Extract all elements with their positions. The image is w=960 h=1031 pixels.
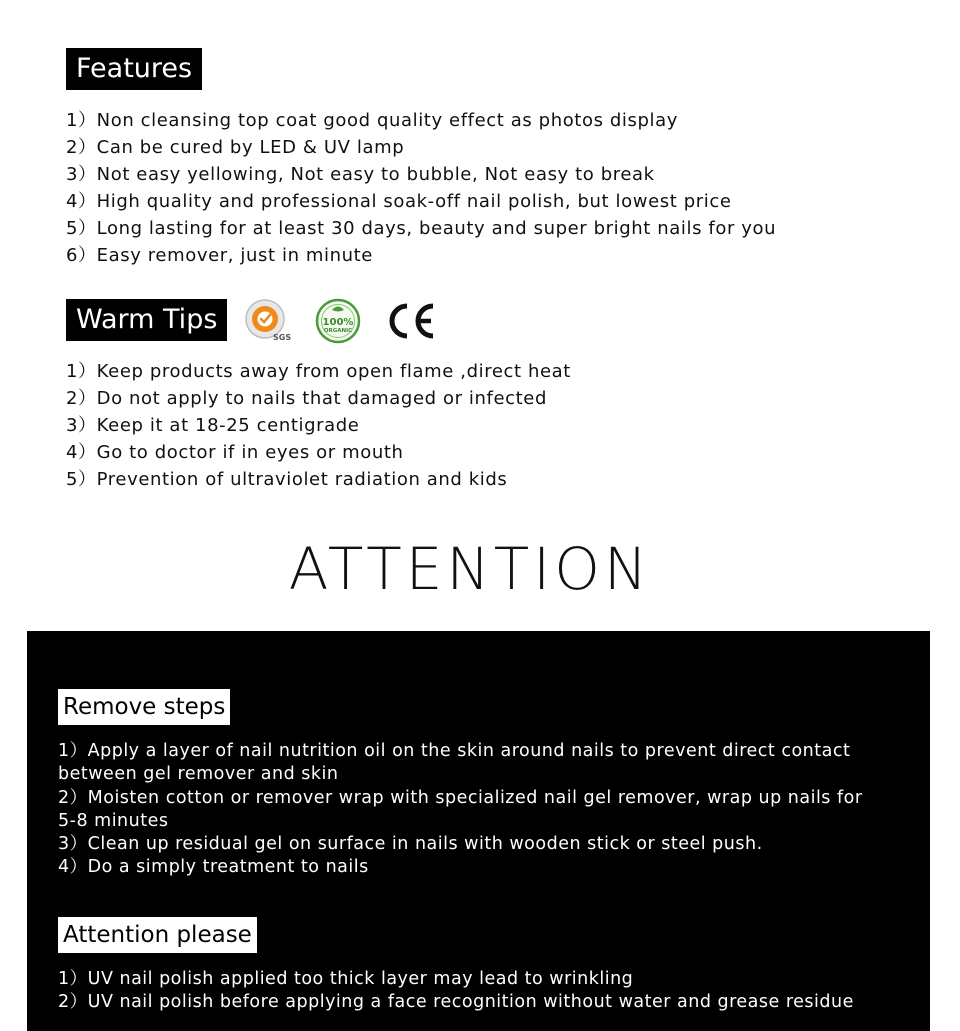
attention-panel bbox=[27, 631, 930, 1031]
sgs-badge-text: SGS bbox=[273, 333, 291, 342]
ce-mark-icon bbox=[385, 301, 437, 341]
organic-badge-label: ORGANIC bbox=[323, 328, 353, 334]
warm-tips-heading: Warm Tips bbox=[66, 299, 227, 341]
features-item: 1）Non cleansing top coat good quality effect as photos display bbox=[66, 110, 678, 131]
features-item: 3）Not easy yellowing, Not easy to bubble, Not easy to break bbox=[66, 164, 655, 185]
warm-tips-item: 2）Do not apply to nails that damaged or infected bbox=[66, 388, 547, 409]
ce-mark-text: CE bbox=[385, 301, 387, 302]
remove-steps-item: 1）Apply a layer of nail nutrition oil on the skin around nails to prevent direct contact between gel remover and skin bbox=[58, 741, 851, 785]
features-heading: Features bbox=[66, 48, 202, 90]
organic-badge-percent: 100% bbox=[322, 317, 354, 328]
remove-steps-item: 2）Moisten cotton or remover wrap with specialized nail gel remover, wrap up nails for 5-8 minutes bbox=[58, 787, 863, 831]
features-item: 2）Can be cured by LED & UV lamp bbox=[66, 137, 405, 158]
warm-tips-item: 5）Prevention of ultraviolet radiation and kids bbox=[66, 469, 508, 490]
features-item: 4）High quality and professional soak-off nail polish, but lowest price bbox=[66, 191, 732, 212]
remove-steps-item: 3）Clean up residual gel on surface in nails with wooden stick or steel push. bbox=[58, 834, 763, 855]
warm-tips-item: 1）Keep products away from open flame ,direct heat bbox=[66, 361, 571, 382]
sgs-certification-icon bbox=[243, 298, 291, 344]
remove-steps-item: 4）Do a simply treatment to nails bbox=[58, 857, 369, 878]
warm-tips-item: 3）Keep it at 18-25 centigrade bbox=[66, 415, 360, 436]
attention-please-list bbox=[58, 968, 918, 1015]
attention-please-item: 1）UV nail polish applied too thick layer may lead to wrinkling bbox=[58, 969, 634, 989]
features-item: 6）Easy remover, just in minute bbox=[66, 245, 373, 266]
warm-tips-list bbox=[66, 358, 571, 493]
organic-badge-icon bbox=[315, 298, 361, 344]
attention-please-item: 2）UV nail polish before applying a face recognition without water and grease residue bbox=[58, 992, 854, 1013]
features-item: 5）Long lasting for at least 30 days, beauty and super bright nails for you bbox=[66, 218, 777, 239]
warm-tips-item: 4）Go to doctor if in eyes or mouth bbox=[66, 442, 404, 463]
features-list bbox=[66, 107, 776, 269]
attention-please-heading: Attention please bbox=[58, 917, 257, 953]
attention-title: ATTENTION bbox=[288, 535, 652, 603]
remove-steps-list bbox=[58, 740, 878, 880]
certification-badges bbox=[243, 298, 437, 344]
remove-steps-heading: Remove steps bbox=[58, 689, 230, 725]
